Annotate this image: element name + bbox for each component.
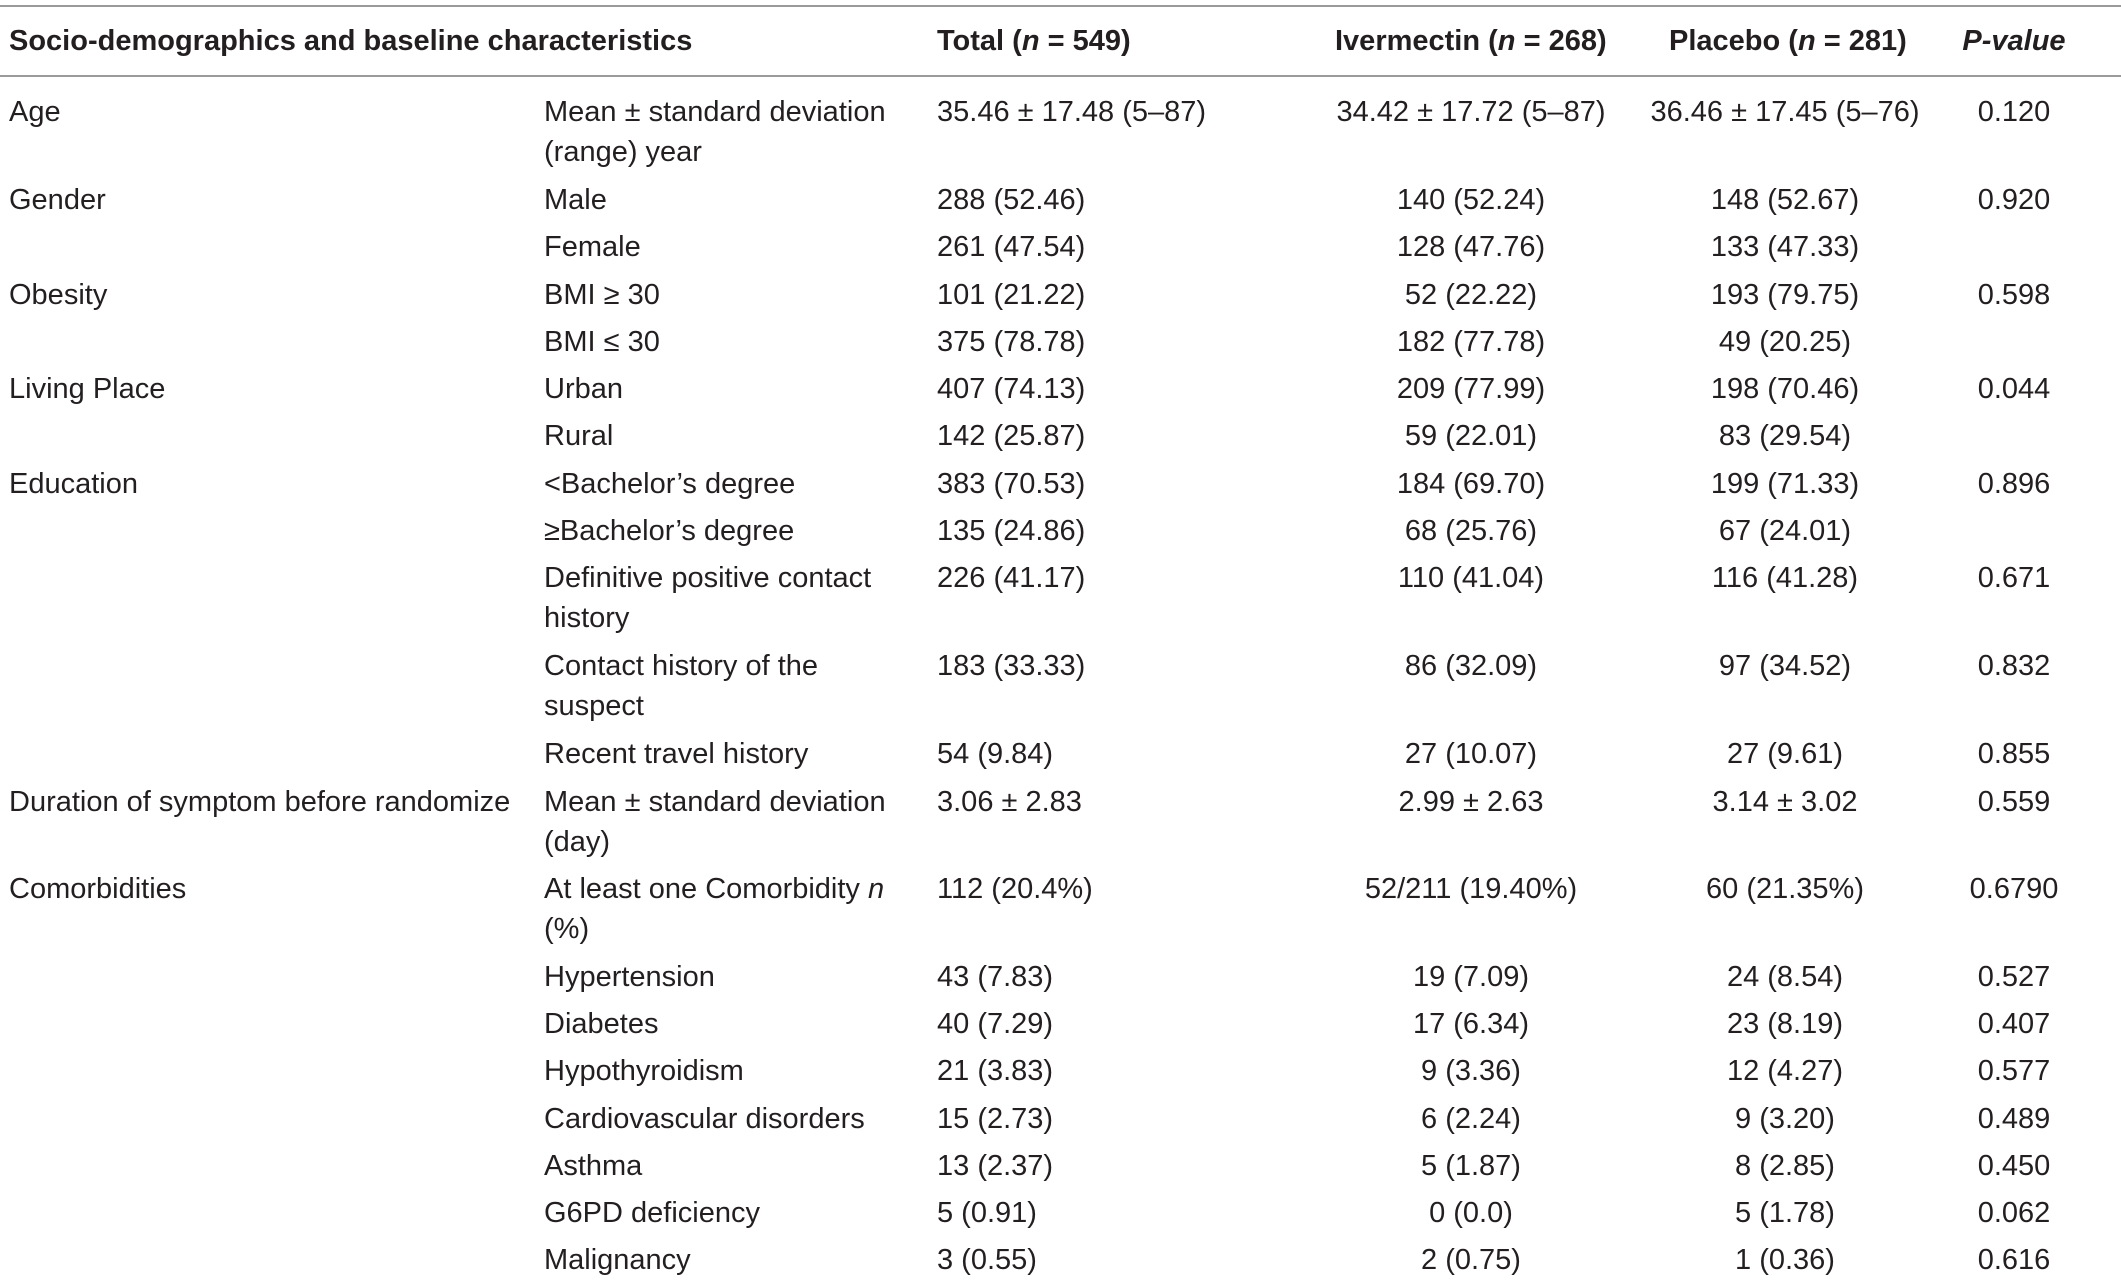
cell-p: 0.559 bbox=[1977, 786, 2051, 818]
header-ivermectin-suffix: = 268) bbox=[1515, 25, 1607, 57]
header-placebo-prefix: Placebo ( bbox=[1669, 25, 1798, 57]
cell-sub: BMI ≥ 30 bbox=[544, 279, 660, 311]
cell-sub: Recent travel history bbox=[544, 738, 809, 770]
cell-placebo: 198 (70.46) bbox=[1710, 373, 1860, 405]
cell-placebo: 199 (71.33) bbox=[1710, 468, 1860, 500]
cell-group: Age bbox=[9, 96, 61, 128]
cell-total: 407 (74.13) bbox=[937, 373, 1086, 405]
cell-sub: Hypothyroidism bbox=[544, 1055, 744, 1087]
cell-placebo: 3.14 ± 3.02 bbox=[1712, 786, 1858, 818]
cell-p: 0.855 bbox=[1977, 738, 2051, 770]
cell-total: 15 (2.73) bbox=[937, 1103, 1054, 1135]
cell-total: 35.46 ± 17.48 (5–87) bbox=[937, 96, 1207, 128]
header-placebo-suffix: = 281) bbox=[1815, 25, 1907, 57]
cell-p: 0.832 bbox=[1977, 650, 2051, 682]
cell-total: 5 (0.91) bbox=[937, 1197, 1037, 1229]
cell-placebo: 193 (79.75) bbox=[1710, 279, 1860, 311]
cell-ivermectin: 0 (0.0) bbox=[1429, 1197, 1513, 1229]
cell-placebo: 49 (20.25) bbox=[1718, 326, 1852, 358]
cell-sub: <Bachelor’s degree bbox=[544, 468, 796, 500]
cell-sub: Male bbox=[544, 184, 607, 216]
cell-sub: Rural bbox=[544, 420, 614, 452]
cell-total: 43 (7.83) bbox=[937, 961, 1054, 993]
table-top-rule bbox=[0, 5, 2121, 7]
cell-placebo: 60 (21.35%) bbox=[1706, 873, 1864, 905]
cell-p: 0.407 bbox=[1977, 1008, 2051, 1040]
cell-ivermectin: 34.42 ± 17.72 (5–87) bbox=[1336, 96, 1606, 128]
cell-ivermectin: 182 (77.78) bbox=[1396, 326, 1546, 358]
cell-placebo: 5 (1.78) bbox=[1735, 1197, 1835, 1229]
cell-ivermectin: 27 (10.07) bbox=[1404, 738, 1538, 770]
cell-ivermectin: 9 (3.36) bbox=[1421, 1055, 1521, 1087]
cell-ivermectin: 2.99 ± 2.63 bbox=[1398, 786, 1544, 818]
cell-ivermectin: 68 (25.76) bbox=[1404, 515, 1538, 547]
cell-placebo: 67 (24.01) bbox=[1718, 515, 1852, 547]
cell-ivermectin: 6 (2.24) bbox=[1421, 1103, 1521, 1135]
cell-ivermectin: 86 (32.09) bbox=[1404, 650, 1538, 682]
cell-ivermectin: 209 (77.99) bbox=[1396, 373, 1546, 405]
header-total-prefix: Total ( bbox=[937, 25, 1022, 57]
cell-sub: G6PD deficiency bbox=[544, 1197, 760, 1229]
cell-placebo: 97 (34.52) bbox=[1718, 650, 1852, 682]
table-header-rule bbox=[0, 75, 2121, 77]
cell-p: 0.671 bbox=[1977, 562, 2051, 594]
cell-placebo: 12 (4.27) bbox=[1726, 1055, 1844, 1087]
cell-ivermectin: 184 (69.70) bbox=[1396, 468, 1546, 500]
cell-ivermectin: 128 (47.76) bbox=[1396, 231, 1546, 263]
cell-p: 0.577 bbox=[1977, 1055, 2051, 1087]
header-ivermectin bbox=[1335, 21, 1607, 61]
cell-sub: Asthma bbox=[544, 1150, 643, 1182]
cell-sub: Mean ± standard deviation (day) bbox=[544, 786, 886, 858]
cell-p: 0.616 bbox=[1977, 1244, 2051, 1276]
header-placebo bbox=[1669, 21, 1907, 61]
header-total bbox=[937, 21, 1131, 61]
cell-ivermectin: 17 (6.34) bbox=[1412, 1008, 1530, 1040]
cell-sub: Definitive positive contact history bbox=[544, 562, 872, 634]
header-placebo-n: n bbox=[1797, 25, 1816, 57]
cell-sub: BMI ≤ 30 bbox=[544, 326, 660, 358]
cell-total: 288 (52.46) bbox=[937, 184, 1086, 216]
cell-total: 183 (33.33) bbox=[937, 650, 1086, 682]
cell-placebo: 24 (8.54) bbox=[1726, 961, 1844, 993]
cell-ivermectin: 52 (22.22) bbox=[1404, 279, 1538, 311]
cell-total: 13 (2.37) bbox=[937, 1150, 1054, 1182]
cell-group: Comorbidities bbox=[9, 873, 187, 905]
cell-sub: Mean ± standard deviation (range) year bbox=[544, 96, 886, 168]
cell-group: Living Place bbox=[9, 373, 166, 405]
cell-group: Gender bbox=[9, 184, 106, 216]
cell-placebo: 23 (8.19) bbox=[1726, 1008, 1844, 1040]
cell-ivermectin: 59 (22.01) bbox=[1404, 420, 1538, 452]
header-characteristics: Socio-demographics and baseline characteristics bbox=[9, 25, 693, 57]
cell-p: 0.896 bbox=[1977, 468, 2051, 500]
cell-placebo: 83 (29.54) bbox=[1718, 420, 1852, 452]
cell-group: Education bbox=[9, 468, 138, 500]
cell-p: 0.489 bbox=[1977, 1103, 2051, 1135]
cell-ivermectin: 52/211 (19.40%) bbox=[1364, 873, 1578, 905]
cell-p: 0.120 bbox=[1977, 96, 2051, 128]
cell-total: 383 (70.53) bbox=[937, 468, 1086, 500]
cell-ivermectin: 140 (52.24) bbox=[1396, 184, 1546, 216]
cell-p: 0.527 bbox=[1977, 961, 2051, 993]
cell-placebo: 133 (47.33) bbox=[1710, 231, 1860, 263]
cell-p: 0.598 bbox=[1977, 279, 2051, 311]
header-pvalue: P-value bbox=[1962, 25, 2066, 57]
cell-total: 101 (21.22) bbox=[937, 279, 1086, 311]
cell-ivermectin: 2 (0.75) bbox=[1421, 1244, 1521, 1276]
cell-total: 112 (20.4%) bbox=[937, 873, 1093, 905]
cell-total: 261 (47.54) bbox=[937, 231, 1086, 263]
cell-p: 0.6790 bbox=[1969, 873, 2059, 905]
cell-ivermectin: 5 (1.87) bbox=[1421, 1150, 1521, 1182]
header-total-n: n bbox=[1021, 25, 1040, 57]
header-total-suffix: = 549) bbox=[1039, 25, 1131, 57]
cell-sub: Malignancy bbox=[544, 1244, 691, 1276]
cell-total: 3.06 ± 2.83 bbox=[937, 786, 1082, 818]
cell-placebo: 36.46 ± 17.45 (5–76) bbox=[1650, 96, 1920, 128]
cell-p: 0.044 bbox=[1977, 373, 2051, 405]
header-ivermectin-prefix: Ivermectin ( bbox=[1335, 25, 1498, 57]
cell-placebo: 1 (0.36) bbox=[1735, 1244, 1835, 1276]
cell-placebo: 8 (2.85) bbox=[1735, 1150, 1835, 1182]
cell-sub: Contact history of the suspect bbox=[544, 650, 819, 722]
cell-total: 40 (7.29) bbox=[937, 1008, 1054, 1040]
cell-placebo: 9 (3.20) bbox=[1735, 1103, 1835, 1135]
cell-sub: Hypertension bbox=[544, 961, 715, 993]
cell-p: 0.450 bbox=[1977, 1150, 2051, 1182]
cell-total: 21 (3.83) bbox=[937, 1055, 1054, 1087]
cell-placebo: 116 (41.28) bbox=[1711, 562, 1859, 594]
cell-total: 3 (0.55) bbox=[937, 1244, 1037, 1276]
cell-sub: ≥Bachelor’s degree bbox=[544, 515, 795, 547]
cell-total: 375 (78.78) bbox=[937, 326, 1086, 358]
cell-ivermectin: 110 (41.04) bbox=[1397, 562, 1545, 594]
cell-placebo: 148 (52.67) bbox=[1710, 184, 1860, 216]
cell-total: 135 (24.86) bbox=[937, 515, 1086, 547]
cell-sub: Diabetes bbox=[544, 1008, 659, 1040]
header-ivermectin-n: n bbox=[1497, 25, 1516, 57]
cell-sub: Female bbox=[544, 231, 641, 263]
cell-group: Obesity bbox=[9, 279, 108, 311]
cell-ivermectin: 19 (7.09) bbox=[1412, 961, 1530, 993]
cell-p: 0.920 bbox=[1977, 184, 2051, 216]
cell-sub: Cardiovascular disorders bbox=[544, 1103, 865, 1135]
cell-group: Duration of symptom before randomize bbox=[9, 786, 511, 818]
cell-total: 54 (9.84) bbox=[937, 738, 1054, 770]
cell-sub: Urban bbox=[544, 373, 623, 405]
cell-sub: At least one Comorbidity n (%) bbox=[544, 873, 885, 945]
cell-total: 142 (25.87) bbox=[937, 420, 1086, 452]
cell-total: 226 (41.17) bbox=[937, 562, 1086, 594]
cell-p: 0.062 bbox=[1977, 1197, 2051, 1229]
cell-placebo: 27 (9.61) bbox=[1726, 738, 1844, 770]
